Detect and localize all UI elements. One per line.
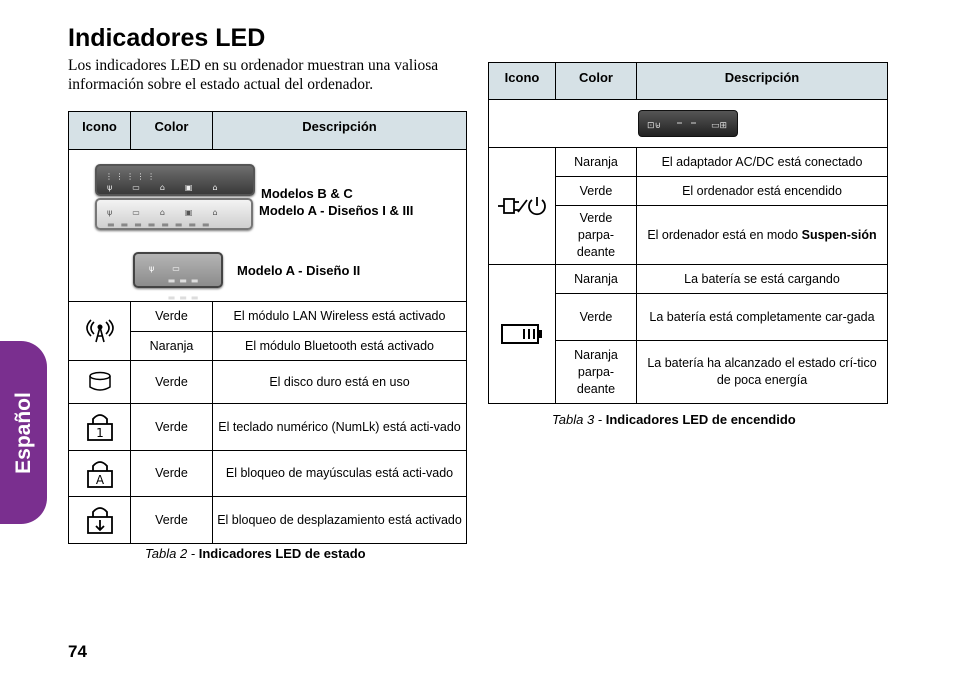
led-color: Naranja (131, 332, 213, 361)
header-color: Color (556, 63, 637, 100)
wireless-icon (69, 302, 131, 361)
table-header-row (489, 63, 888, 100)
header-description: Descripción (637, 63, 888, 100)
table2-caption-prefix: Tabla 2 - (145, 546, 199, 561)
led-color: Verde (131, 404, 213, 451)
led-description-bold: Suspen-sión (801, 227, 877, 242)
table-row (69, 451, 467, 497)
led-description: El bloqueo de desplazamiento está activado (213, 497, 467, 544)
led-description: El adaptador AC/DC está conectado (637, 148, 888, 177)
led-panel-image-a2: ψ▭ ▬▬▬ ▬▬▬ (133, 252, 223, 288)
svg-text:A: A (95, 472, 104, 487)
table-row (489, 265, 888, 294)
header-description: Descripción (213, 112, 467, 150)
led-description: El ordenador está encendido (637, 177, 888, 206)
table2-caption-title: Indicadores LED de estado (198, 546, 366, 561)
led-color: Verde (131, 361, 213, 404)
table-row (69, 361, 467, 404)
language-label: Español (11, 391, 35, 474)
hard-disk-icon (69, 361, 131, 404)
led-color: Verde (131, 497, 213, 544)
table2-caption (145, 546, 366, 561)
capslock-icon (69, 451, 131, 497)
table-row (69, 302, 467, 332)
led-panel-images (69, 150, 467, 302)
led-description: El disco duro está en uso (213, 361, 467, 404)
led-description (637, 206, 888, 265)
table-row (69, 497, 467, 544)
led-panel-image-bc: ⋮ ⋮ ⋮ ⋮ ⋮ ψ▭⌂▣⌂ (95, 164, 255, 196)
table-header-row (69, 112, 467, 150)
led-description: El bloqueo de mayúsculas está acti-vado (213, 451, 467, 497)
led-description: La batería se está cargando (637, 265, 888, 294)
led-description: El módulo LAN Wireless está activado (213, 302, 467, 332)
led-color: Verde (556, 294, 637, 341)
status-led-table (68, 111, 467, 544)
led-panel-image-a13: ψ▭⌂▣⌂ ▬▬▬▬▬▬▬▬ (95, 198, 253, 230)
led-color: Verde (556, 177, 637, 206)
power-led-table (488, 62, 888, 404)
intro-paragraph: Los indicadores LED en su ordenador muestran una valiosa información sobre el estado actual del ordenador. (68, 57, 439, 93)
led-description: El teclado numérico (NumLk) está acti-vado (213, 404, 467, 451)
power-adapter-icon (489, 148, 556, 265)
battery-icon (489, 265, 556, 404)
panel-images-row (69, 150, 467, 302)
panel-image-row (489, 100, 888, 148)
power-panel-image: ⊡⊌ ▭⊞ (638, 110, 738, 137)
header-color: Color (131, 112, 213, 150)
model-label-a2: Modelo A - Diseño II (237, 263, 361, 278)
led-description: La batería ha alcanzado el estado crí-tico de poca energía (637, 341, 888, 404)
table3-caption (552, 412, 796, 427)
led-color: Verde (131, 302, 213, 332)
header-icon: Icono (69, 112, 131, 150)
led-color: Naranja (556, 265, 637, 294)
power-led-panel-image (489, 100, 888, 148)
led-color: Naranja parpa-deante (556, 341, 637, 404)
table3-caption-prefix: Tabla 3 - (552, 412, 606, 427)
led-color: Verde parpa-deante (556, 206, 637, 265)
led-color: Verde (131, 451, 213, 497)
header-icon: Icono (489, 63, 556, 100)
model-label-a13: Modelo A - Diseños I & III (259, 203, 414, 218)
scrolllock-icon (69, 497, 131, 544)
numlock-icon (69, 404, 131, 451)
svg-text:1: 1 (95, 426, 104, 440)
language-side-tab (0, 341, 47, 524)
table-row (489, 148, 888, 177)
led-color: Naranja (556, 148, 637, 177)
table-row (69, 404, 467, 451)
led-description: La batería está completamente car-gada (637, 294, 888, 341)
led-description: El módulo Bluetooth está activado (213, 332, 467, 361)
table3-caption-title: Indicadores LED de encendido (605, 412, 796, 427)
page-number: 74 (68, 642, 87, 661)
page-title: Indicadores LED (68, 24, 266, 52)
model-label-bc: Modelos B & C (261, 186, 353, 201)
led-description-text: El ordenador está en modo (647, 227, 802, 242)
